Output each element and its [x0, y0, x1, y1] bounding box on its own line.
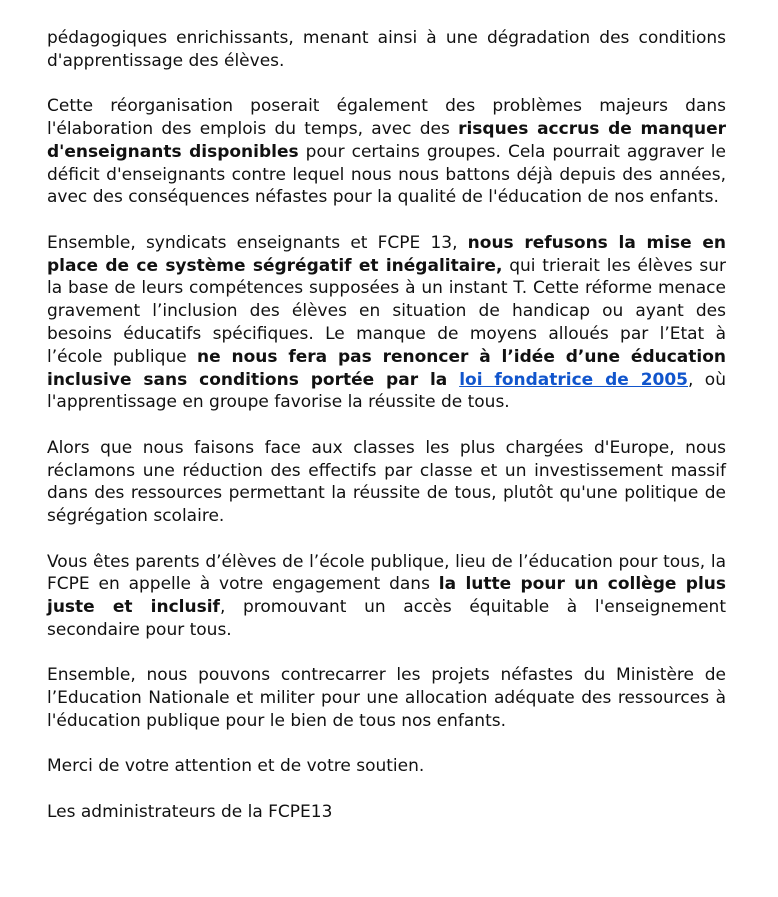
paragraph-emplois-du-temps [47, 95, 726, 209]
bold-emphasis: nous refusons la mise en place de ce système ségrégatif et inégalitaire, [47, 232, 726, 276]
paragraph-appel-parents [47, 551, 726, 642]
paragraph-text: Vous êtes parents d’élèves de l’école publique, lieu de l’éducation pour tous, la FCPE en appelle à votre engagement dans [47, 551, 726, 595]
paragraph-text: Cette réorganisation poserait également des problèmes majeurs dans l'élaboration des emplois du temps, avec des [47, 96, 726, 139]
signature-line [47, 801, 726, 824]
paragraph-degradation [47, 27, 726, 73]
signature-text: Les administrateurs de la FCPE13 [47, 801, 333, 822]
bold-emphasis: risques accrus de manquer d'enseignants disponibles [47, 118, 726, 162]
paragraph-remerciements [47, 755, 726, 778]
paragraph-text: , promouvant un accès équitable à l'enseignement secondaire pour tous. [47, 597, 726, 640]
bold-emphasis: ne nous fera pas renoncer à l’idée d’une éducation inclusive sans conditions portée par la [47, 346, 726, 390]
paragraph-ministere [47, 664, 726, 732]
loi-2005-link[interactable]: loi fondatrice de 2005 [459, 369, 689, 390]
paragraph-refus [47, 232, 726, 414]
paragraph-text: Merci de votre attention et de votre soutien. [47, 756, 425, 777]
letter-body [47, 27, 726, 846]
paragraph-text: Ensemble, syndicats enseignants et FCPE 13, [47, 232, 468, 253]
bold-emphasis: la lutte pour un collège plus juste et inclusif [47, 574, 726, 618]
paragraph-text: Alors que nous faisons face aux classes les plus chargées d'Europe, nous réclamons une réduction des effectifs par classe et un investissement massif dans des ressources permettant la réussite de tous, plutôt qu'une politique de ségrégation scolaire. [47, 437, 726, 527]
paragraph-text: Ensemble, nous pouvons contrecarrer les projets néfastes du Ministère de l’Education Nationale et militer pour une allocation adéquate des ressources à l'éducation publique pour le bien de tous nos enfants. [47, 665, 726, 731]
paragraph-effectifs [47, 437, 726, 528]
paragraph-text: , où l'apprentissage en groupe favorise la réussite de tous. [47, 369, 726, 413]
paragraph-text: qui trierait les élèves sur la base de leurs compétences supposées à un instant T. Cette réforme menace gravement l’inclusion des élèves en situation de handicap ou ayant des besoins éducatifs spécifiques. Le manque de moyens alloués par l’Etat à l’école publique [47, 255, 726, 367]
paragraph-text: pour certains groupes. Cela pourrait aggraver le déficit d'enseignants contre lequel nous nous battons déjà depuis des années, avec des conséquences néfastes pour la qualité de l'éducation de nos enfants. [47, 141, 726, 208]
paragraph-text: pédagogiques enrichissants, menant ainsi à une dégradation des conditions d'apprentissage des élèves. [47, 28, 726, 71]
